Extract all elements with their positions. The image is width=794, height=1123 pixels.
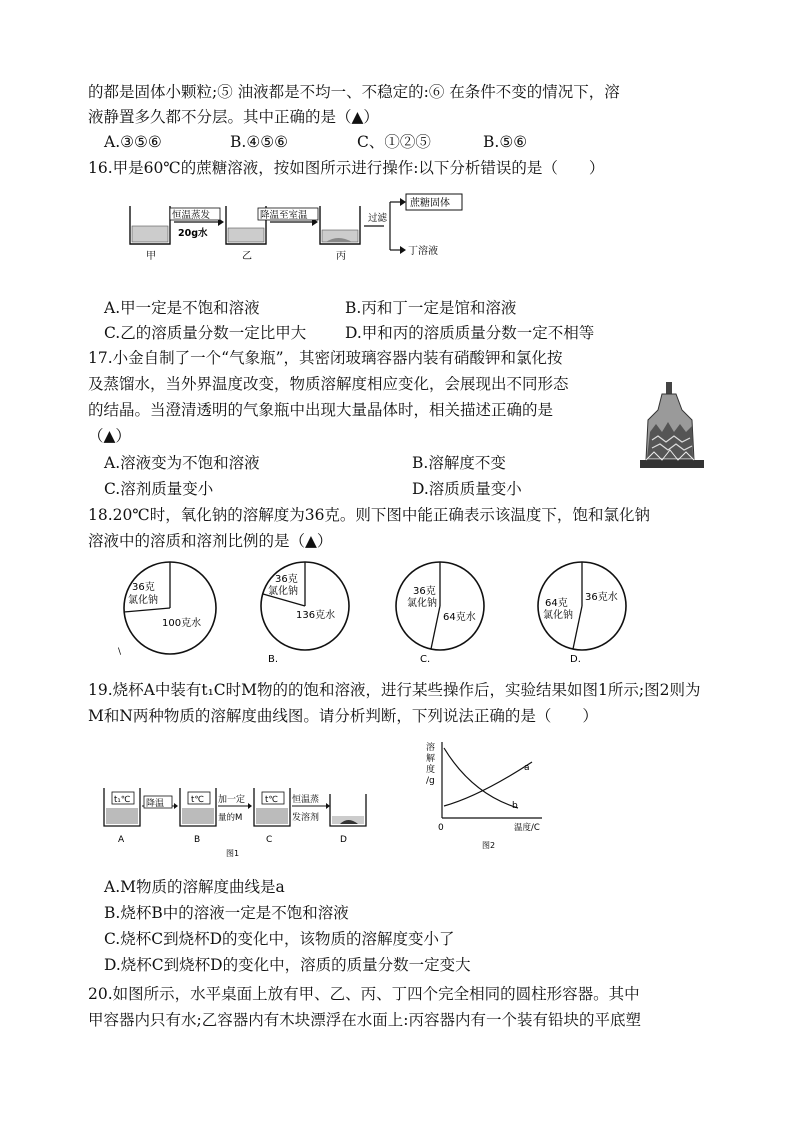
- pie-d-label-3: 36克水: [585, 592, 618, 603]
- pie-b-label-3: 136克水: [296, 610, 336, 621]
- pie-d: [538, 562, 626, 650]
- fig1-beaker-c: C: [266, 835, 273, 845]
- q19-option-b: B.烧杯B中的溶液一定是不饱和溶液: [104, 904, 349, 922]
- q16-figure: [118, 188, 498, 268]
- q16-step-water: 20g水: [178, 228, 208, 239]
- fig1-temp-c: t℃: [265, 795, 278, 805]
- q15-option-d: B.⑤⑥: [483, 133, 528, 151]
- q16-option-a: A.甲一定是不饱和溶液: [104, 299, 260, 317]
- pie-d-label-1: 64克: [545, 598, 568, 609]
- pie-c-caption: C.: [420, 654, 431, 665]
- weather-bottle-image: [636, 380, 708, 472]
- fig1-step-cool: 降温: [146, 799, 165, 809]
- pie-c-label-3: 64克水: [443, 612, 476, 623]
- fig2-ylabel-2: 解: [426, 754, 436, 764]
- fig1-step-add-1: 加一定: [218, 795, 246, 805]
- pie-b: [261, 562, 349, 650]
- q18-pie-charts: [100, 560, 640, 670]
- q19-figure-2-solubility-chart: [420, 740, 560, 852]
- q17-line-1: 17.小金自制了一个“气象瓶”，其密闭玻璃容器内装有硝酸钾和氯化按: [88, 349, 563, 367]
- q19-figure-1: [100, 780, 380, 860]
- fig1-temp-b: t℃: [191, 795, 204, 805]
- pie-a-label-3: 100克水: [162, 618, 202, 629]
- q20-line-2: 甲容器内只有水;乙容器内有木块漂浮在水面上:丙容器内有一个装有铅块的平底塑: [88, 1011, 641, 1029]
- q19-line-1: 19.烧杯A中装有t₁C时M物的的饱和溶液，进行某些操作后，实验结果如图1所示;图2则为: [88, 681, 701, 699]
- q17-option-a: A.溶液变为不饱和溶液: [104, 454, 260, 472]
- q16-output-solution: 丁溶液: [408, 246, 438, 257]
- fig1-beaker-d: D: [340, 835, 347, 845]
- fig1-step-evap-2: 发溶剂: [292, 813, 320, 823]
- q16-step-evaporate: 恒温蒸发: [172, 210, 211, 221]
- q17-line-2: 及蒸馏水，当外界温度改变，物质溶解度相应变化，会展现出不同形态: [88, 375, 569, 393]
- intro-line-1: 的都是固体小颗粒;⑤ 油液都是不均一、不稳定的:⑥ 在条件不变的情况下，溶: [88, 83, 620, 101]
- fig2-origin: 0: [438, 823, 444, 833]
- q17-option-b: B.溶解度不变: [412, 454, 506, 472]
- beaker-label-yi: 乙: [242, 251, 252, 262]
- q17-line-4: （▲）: [88, 427, 131, 445]
- q17-option-d: D.溶质质量变小: [412, 480, 522, 498]
- q17-option-c: C.溶剂质量变小: [104, 480, 214, 498]
- fig2-curve-b-label: b: [512, 801, 518, 811]
- fig2-curve-a: [444, 762, 532, 806]
- beaker-jia: [130, 206, 170, 244]
- q15-option-a: A.③⑤⑥: [104, 133, 162, 151]
- fig1-beaker-b: B: [194, 835, 201, 845]
- q16-step-filter: 过滤: [368, 213, 388, 224]
- q16-output-solid: 蔗糖固体: [410, 198, 450, 209]
- fig2-ylabel-1: 溶: [426, 743, 436, 753]
- pie-d-caption: D.: [570, 654, 581, 665]
- beaker-label-bing: 丙: [336, 251, 346, 262]
- intro-line-2: 液静置多久都不分层。其中正确的是（▲）: [88, 108, 379, 126]
- pie-b-label-1: 36克: [275, 574, 298, 585]
- q19-line-2: M和N两种物质的溶解度曲线图。请分析判断，下列说法正确的是（ ）: [88, 707, 598, 725]
- pie-c: [396, 562, 484, 650]
- fig1-caption: 图1: [226, 849, 240, 858]
- fig2-xlabel: 温度/C: [514, 823, 540, 833]
- fig1-step-add-2: 量的M: [218, 813, 243, 823]
- pie-b-label-2: 氯化钠: [268, 586, 298, 597]
- fig2-ylabel-3: 度: [426, 765, 436, 775]
- q16-stem: 16.甲是60℃的蔗糖溶液，按如图所示进行操作:以下分析错误的是（ ）: [88, 159, 605, 177]
- fig2-ylabel-4: /g: [426, 776, 435, 786]
- q20-line-1: 20.如图所示，水平桌面上放有甲、乙、丙、丁四个完全相同的圆柱形容器。其中: [88, 985, 640, 1003]
- beaker-bing: [320, 206, 360, 244]
- pie-b-caption: B.: [268, 654, 279, 665]
- q18-line-2: 溶液中的溶质和溶剂比例的是（▲）: [88, 532, 333, 550]
- fig1-temp-a: t₁℃: [114, 795, 131, 805]
- pie-d-label-2: 氯化钠: [543, 610, 573, 621]
- q19-option-c: C.烧杯C到烧杯D的变化中，该物质的溶解度变小了: [104, 930, 455, 948]
- fig1-step-evap-1: 恒温蒸: [292, 795, 320, 805]
- q19-option-d: D.烧杯C到烧杯D的变化中，溶质的质量分数一定变大: [104, 956, 471, 974]
- pie-a-label-2: 氯化钠: [128, 595, 158, 606]
- q16-option-b: B.丙和丁一定是馆和溶液: [345, 299, 517, 317]
- q18-line-1: 18.20℃时，氧化钠的溶解度为36克。则下图中能正确表示该温度下，饱和氯化钠: [88, 506, 650, 524]
- q16-option-c: C.乙的溶质量分数一定比甲大: [104, 324, 307, 342]
- q17-line-3: 的结晶。当澄清透明的气象瓶中出现大量晶体时，相关描述正确的是: [88, 401, 554, 419]
- pie-a-stray-mark: \: [118, 647, 122, 657]
- pie-c-label-2: 氯化钠: [407, 598, 437, 609]
- fig2-caption: 图2: [482, 841, 496, 850]
- fig1-beaker-a: A: [118, 835, 125, 845]
- q16-step-cool: 降温至室温: [260, 210, 308, 221]
- q16-option-d: D.甲和丙的溶质质量分数一定不相等: [345, 324, 595, 342]
- pie-a: [124, 562, 216, 654]
- q15-option-b: B.④⑤⑥: [230, 133, 289, 151]
- pie-a-label-1: 36克: [132, 582, 155, 593]
- q15-option-c: C、①②⑤: [357, 133, 431, 151]
- q19-option-a: A.M物质的溶解度曲线是a: [104, 878, 285, 896]
- beaker-label-jia: 甲: [146, 251, 156, 262]
- pie-c-label-1: 36克: [413, 586, 436, 597]
- fig2-curve-a-label: a: [524, 763, 530, 773]
